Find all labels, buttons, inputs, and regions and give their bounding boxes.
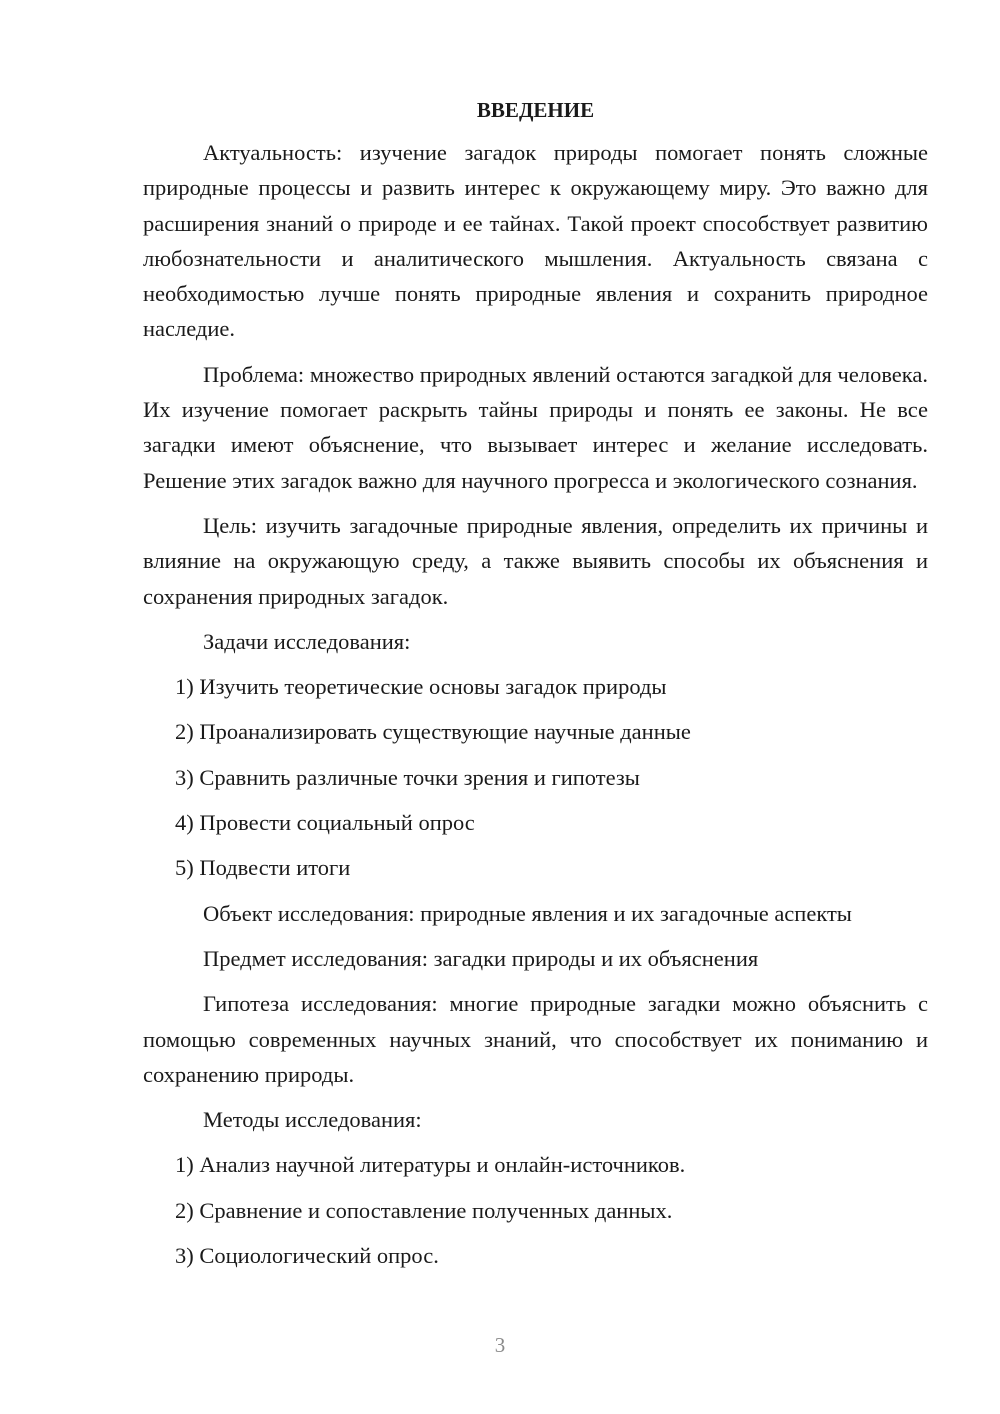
task-item: 4) Провести социальный опрос <box>175 810 475 836</box>
object-line: Объект исследования: природные явления и их загадочные аспекты <box>203 900 852 926</box>
document-page <box>143 92 928 1283</box>
page-title: ВВЕДЕНИЕ <box>476 98 595 122</box>
subject-line: Предмет исследования: загадки природы и их объяснения <box>203 945 759 971</box>
task-item: 3) Сравнить различные точки зрения и гипотезы <box>175 764 640 790</box>
task-item: 5) Подвести итоги <box>175 855 351 881</box>
task-item: 1) Изучить теоретические основы загадок природы <box>175 674 667 700</box>
goal-paragraph: Цель: изучить загадочные природные явления, определить их причины и влияние на окружающую среду, а также выявить способы их объяснения и сохранения природных загадок. <box>143 512 928 609</box>
task-item: 2) Проанализировать существующие научные данные <box>175 719 691 745</box>
method-item: 2) Сравнение и сопоставление полученных данных. <box>175 1197 673 1223</box>
method-item: 1) Анализ научной литературы и онлайн-источников. <box>175 1152 686 1178</box>
page-number: 3 <box>494 1333 506 1357</box>
hypothesis-paragraph: Гипотеза исследования: многие природные загадки можно объяснить с помощью современных научных знаний, что способствует их пониманию и сохранению природы. <box>143 991 928 1087</box>
tasks-heading: Задачи исследования: <box>203 628 411 654</box>
methods-heading: Методы исследования: <box>203 1107 422 1133</box>
relevance-paragraph: Актуальность: изучение загадок природы помогает понять сложные природные процессы и развить интерес к окружающему миру. Это важно для расширения знаний о природе и ее тайнах. Такой проект способствует развитию любознательности и аналитического мышления. Актуальность связана с необходимостью лучше понять природные явления и сохранить природное наследие. <box>143 140 928 342</box>
problem-paragraph: Проблема: множество природных явлений остаются загадкой для человека. Их изучение помогает раскрыть тайны природы и понять ее законы. Не все загадки имеют объяснение, что вызывает интерес и желание исследовать. Решение этих загадок важно для научного прогресса и экологического сознания. <box>143 361 928 493</box>
method-item: 3) Социологический опрос. <box>175 1243 439 1269</box>
